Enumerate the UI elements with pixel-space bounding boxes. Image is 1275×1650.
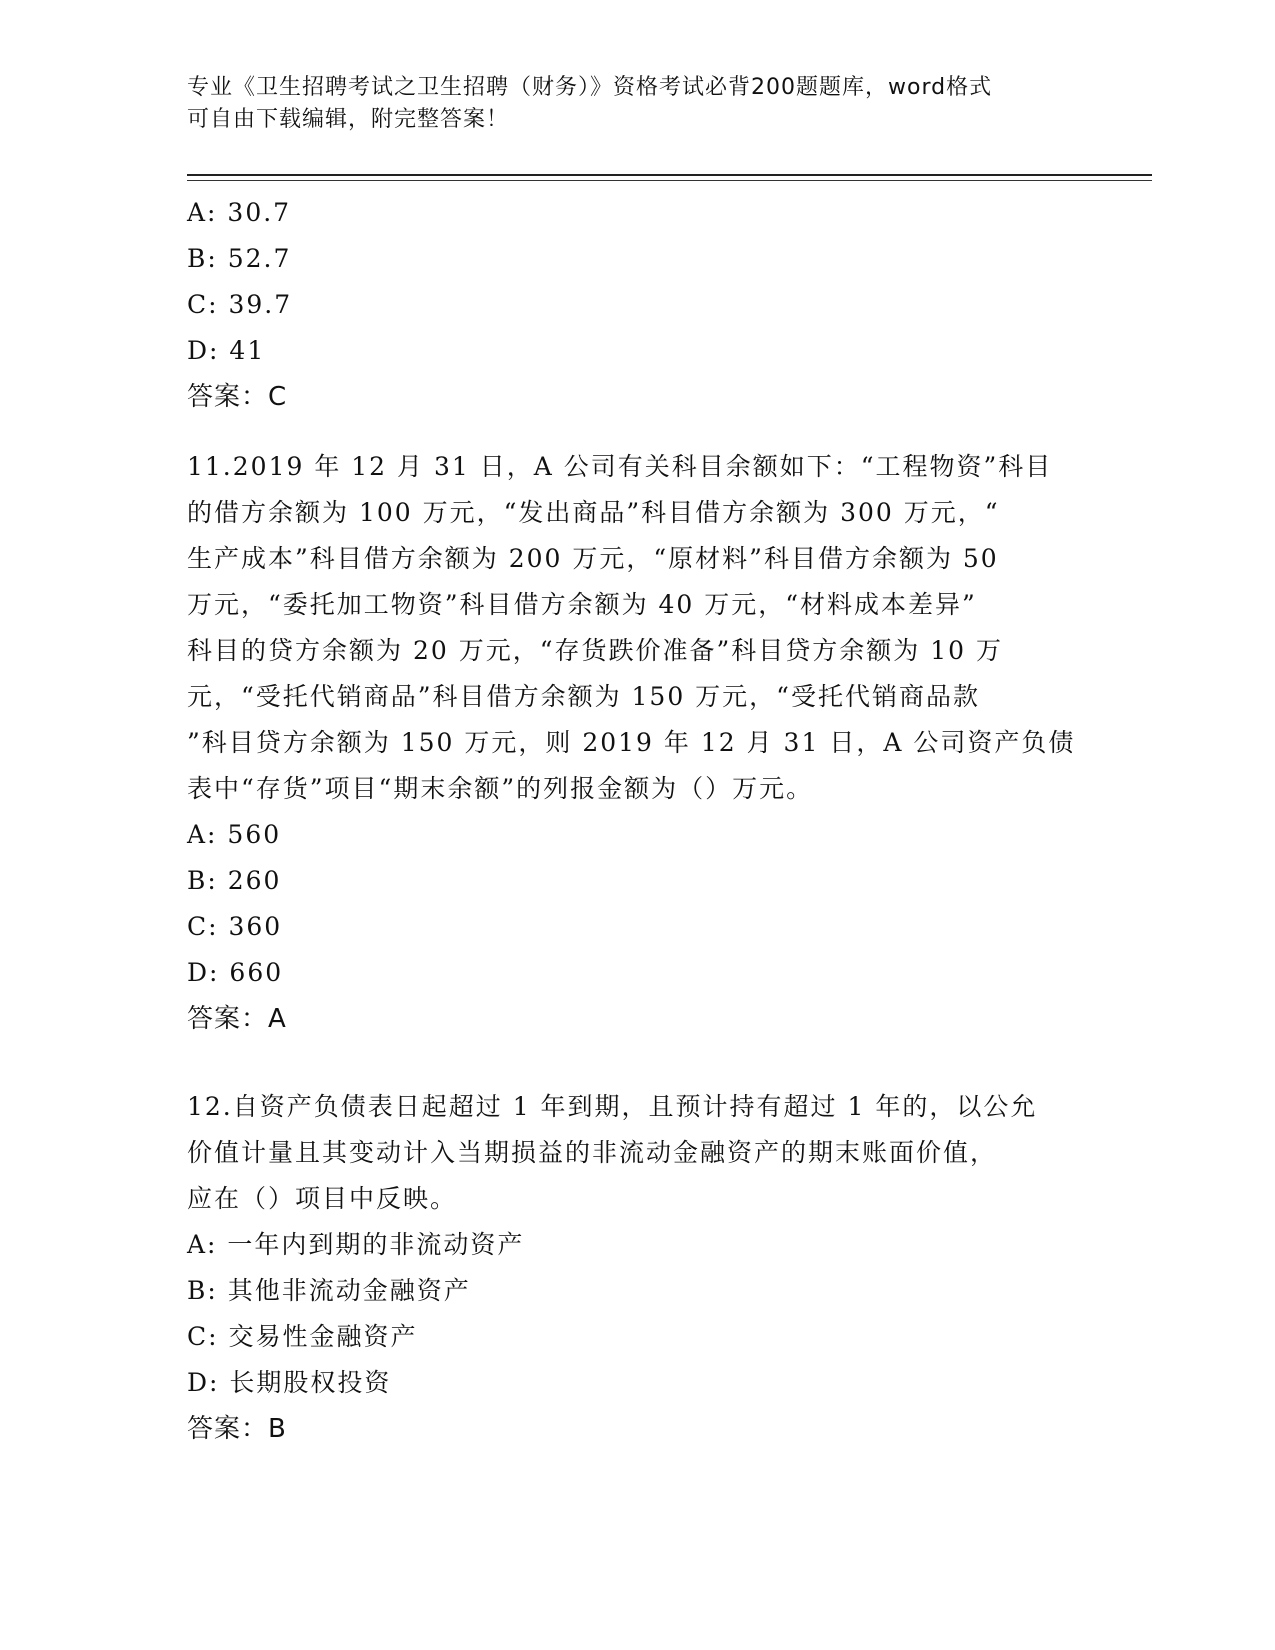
question-line: ”科目贷方余额为 150 万元，则 2019 年 12 月 31 日，A 公司资产负债 <box>187 728 1076 757</box>
answer-line: 答案：C <box>187 382 288 412</box>
question-block-11 <box>187 444 1087 1042</box>
option-a: A: 560 <box>187 820 282 849</box>
option-b: B: 其他非流动金融资产 <box>187 1276 471 1305</box>
header-divider-thin <box>187 180 1152 181</box>
question-line: 11.2019 年 12 月 31 日，A 公司有关科目余额如下：“工程物资”科目 <box>187 452 1053 481</box>
answer-line: 答案：A <box>187 1004 287 1034</box>
header-divider-thick <box>187 174 1152 176</box>
question-list <box>187 190 1087 1452</box>
option-c: C: 360 <box>187 912 283 941</box>
option-d: D: 41 <box>187 336 266 365</box>
option-b: B: 52.7 <box>187 244 292 273</box>
question-line: 元，“受托代销商品”科目借方余额为 150 万元，“受托代销商品款 <box>187 682 980 711</box>
option-d: D: 660 <box>187 958 284 987</box>
question-line: 生产成本”科目借方余额为 200 万元，“原材料”科目借方余额为 50 <box>187 544 999 573</box>
option-a: A: 30.7 <box>187 198 292 227</box>
question-line: 应在（）项目中反映。 <box>187 1184 458 1213</box>
answer-line: 答案：B <box>187 1414 287 1444</box>
header-line-1: 专业《卫生招聘考试之卫生招聘（财务）》资格考试必背200题题库，word格式 <box>187 75 993 100</box>
option-b: B: 260 <box>187 866 282 895</box>
question-line: 万元，“委托加工物资”科目借方余额为 40 万元，“材料成本差异” <box>187 590 977 619</box>
question-text <box>187 1084 1087 1222</box>
option-a: A: 一年内到期的非流动资产 <box>187 1230 525 1259</box>
question-line: 价值计量且其变动计入当期损益的非流动金融资产的期末账面价值， <box>187 1138 998 1167</box>
question-block-12 <box>187 1084 1087 1452</box>
document-header <box>187 72 1067 136</box>
option-c: C: 39.7 <box>187 290 293 319</box>
question-line: 的借方余额为 100 万元，“发出商品”科目借方余额为 300 万元，“ <box>187 498 1000 527</box>
question-text <box>187 444 1087 812</box>
option-c: C: 交易性金融资产 <box>187 1322 418 1351</box>
header-line-2: 可自由下载编辑，附完整答案！ <box>187 107 510 132</box>
question-line: 12.自资产负债表日起超过 1 年到期，且预计持有超过 1 年的，以公允 <box>187 1092 1038 1121</box>
question-line: 科目的贷方余额为 20 万元，“存货跌价准备”科目贷方余额为 10 万 <box>187 636 1003 665</box>
option-d: D: 长期股权投资 <box>187 1368 392 1397</box>
question-block-10 <box>187 190 1087 420</box>
question-line: 表中“存货”项目“期末余额”的列报金额为（）万元。 <box>187 774 814 803</box>
